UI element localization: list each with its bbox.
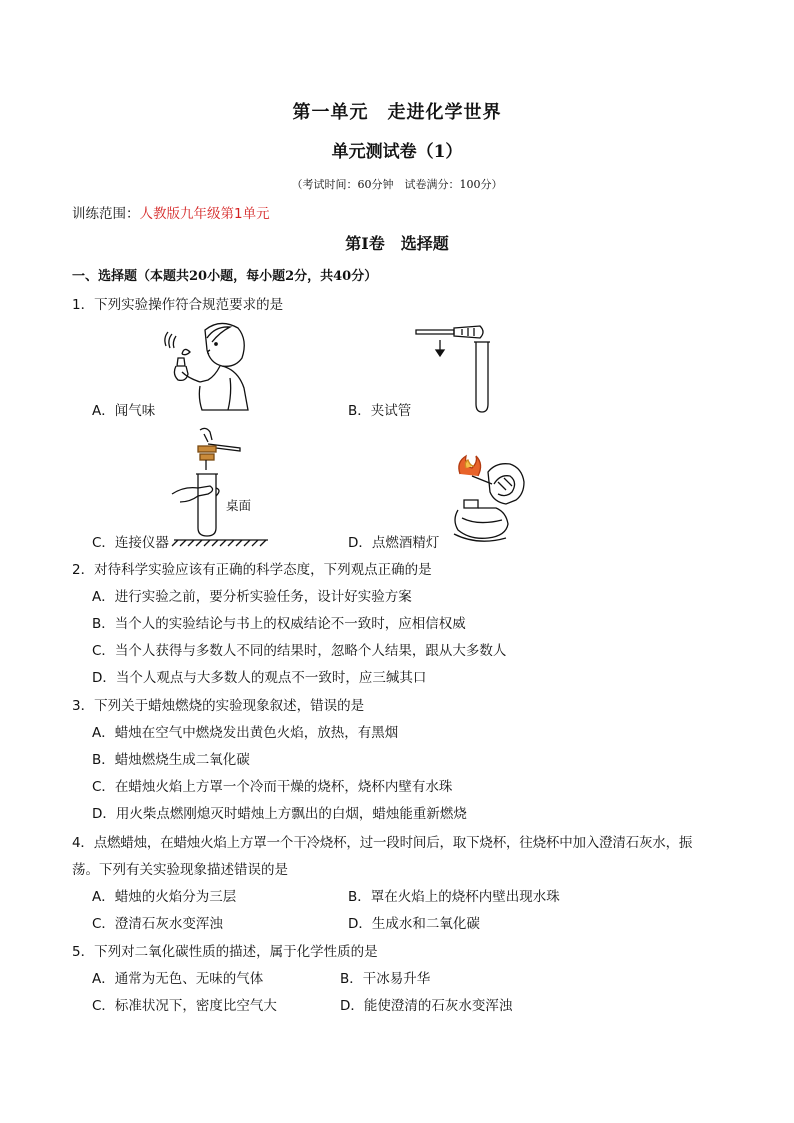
desk-label: 桌面: [226, 498, 252, 513]
exam-info: （考试时间：60分钟 试卷满分：100分）: [291, 178, 503, 191]
volume-title: 第Ⅰ卷 选择题: [345, 234, 449, 253]
question-2-option-c: C．当个人获得与多数人不同的结果时，忽略个人结果，跟从大多数人: [92, 643, 507, 659]
question-3-option-b: B．蜡烛燃烧生成二氧化碳: [92, 752, 250, 768]
question-1-option-b: B．夹试管: [348, 403, 412, 419]
question-4-option-a: A．蜡烛的火焰分为三层: [92, 889, 237, 905]
connecting-apparatus-illustration: [170, 426, 270, 548]
smelling-illustration: [160, 318, 255, 413]
question-1-option-c: C．连接仪器: [92, 535, 169, 551]
question-2-option-a: A．进行实验之前，要分析实验任务，设计好实验方案: [92, 589, 412, 605]
page-subtitle: 单元测试卷（1）: [331, 142, 463, 162]
question-3-option-c: C．在蜡烛火焰上方罩一个冷而干燥的烧杯，烧杯内壁有水珠: [92, 779, 453, 795]
question-5-option-b: B．干冰易升华: [340, 971, 431, 987]
question-5-option-a: A．通常为无色、无味的气体: [92, 971, 264, 987]
scope-label: 训练范围：: [72, 206, 140, 222]
question-1-stem: 1．下列实验操作符合规范要求的是: [72, 297, 284, 313]
page-title: 第一单元 走进化学世界: [292, 102, 502, 123]
question-4-stem-line1: 4．点燃蜡烛，在蜡烛火焰上方罩一个干冷烧杯，过一段时间后，取下烧杯，往烧杯中加入澄清石灰水，振: [72, 835, 693, 851]
question-3-option-a: A．蜡烛在空气中燃烧发出黄色火焰，放热，有黑烟: [92, 725, 399, 741]
question-4-option-b: B．罩在火焰上的烧杯内壁出现水珠: [348, 889, 560, 905]
test-tube-clamp-illustration: [412, 318, 522, 416]
question-5-stem: 5．下列对二氧化碳性质的描述，属于化学性质的是: [72, 944, 378, 960]
scope-value: 人教版九年级第1单元: [139, 206, 270, 222]
question-1-option-a: A．闻气味: [92, 403, 156, 419]
question-5-option-d: D．能使澄清的石灰水变浑浊: [340, 998, 513, 1014]
question-4-option-c: C．澄清石灰水变浑浊: [92, 916, 223, 932]
training-scope: [72, 202, 270, 222]
question-2-stem: 2．对待科学实验应该有正确的科学态度，下列观点正确的是: [72, 562, 432, 578]
question-1-option-d: D．点燃酒精灯: [348, 535, 440, 551]
question-3-stem: 3．下列关于蜡烛燃烧的实验现象叙述，错误的是: [72, 698, 365, 714]
question-3-option-d: D．用火柴点燃刚熄灭时蜡烛上方飘出的白烟，蜡烛能重新燃烧: [92, 806, 467, 822]
question-4-option-d: D．生成水和二氧化碳: [348, 916, 480, 932]
question-2-option-b: B．当个人的实验结论与书上的权威结论不一致时，应相信权威: [92, 616, 466, 632]
question-5-option-c: C．标准状况下，密度比空气大: [92, 998, 277, 1014]
question-4-stem-line2: 荡。下列有关实验现象描述错误的是: [72, 862, 288, 878]
section-heading: 一、选择题（本题共20小题，每小题2分，共40分）: [72, 269, 378, 284]
question-2-option-d: D．当个人观点与大多数人的观点不一致时，应三缄其口: [92, 670, 427, 686]
alcohol-lamp-illustration: [448, 454, 530, 546]
